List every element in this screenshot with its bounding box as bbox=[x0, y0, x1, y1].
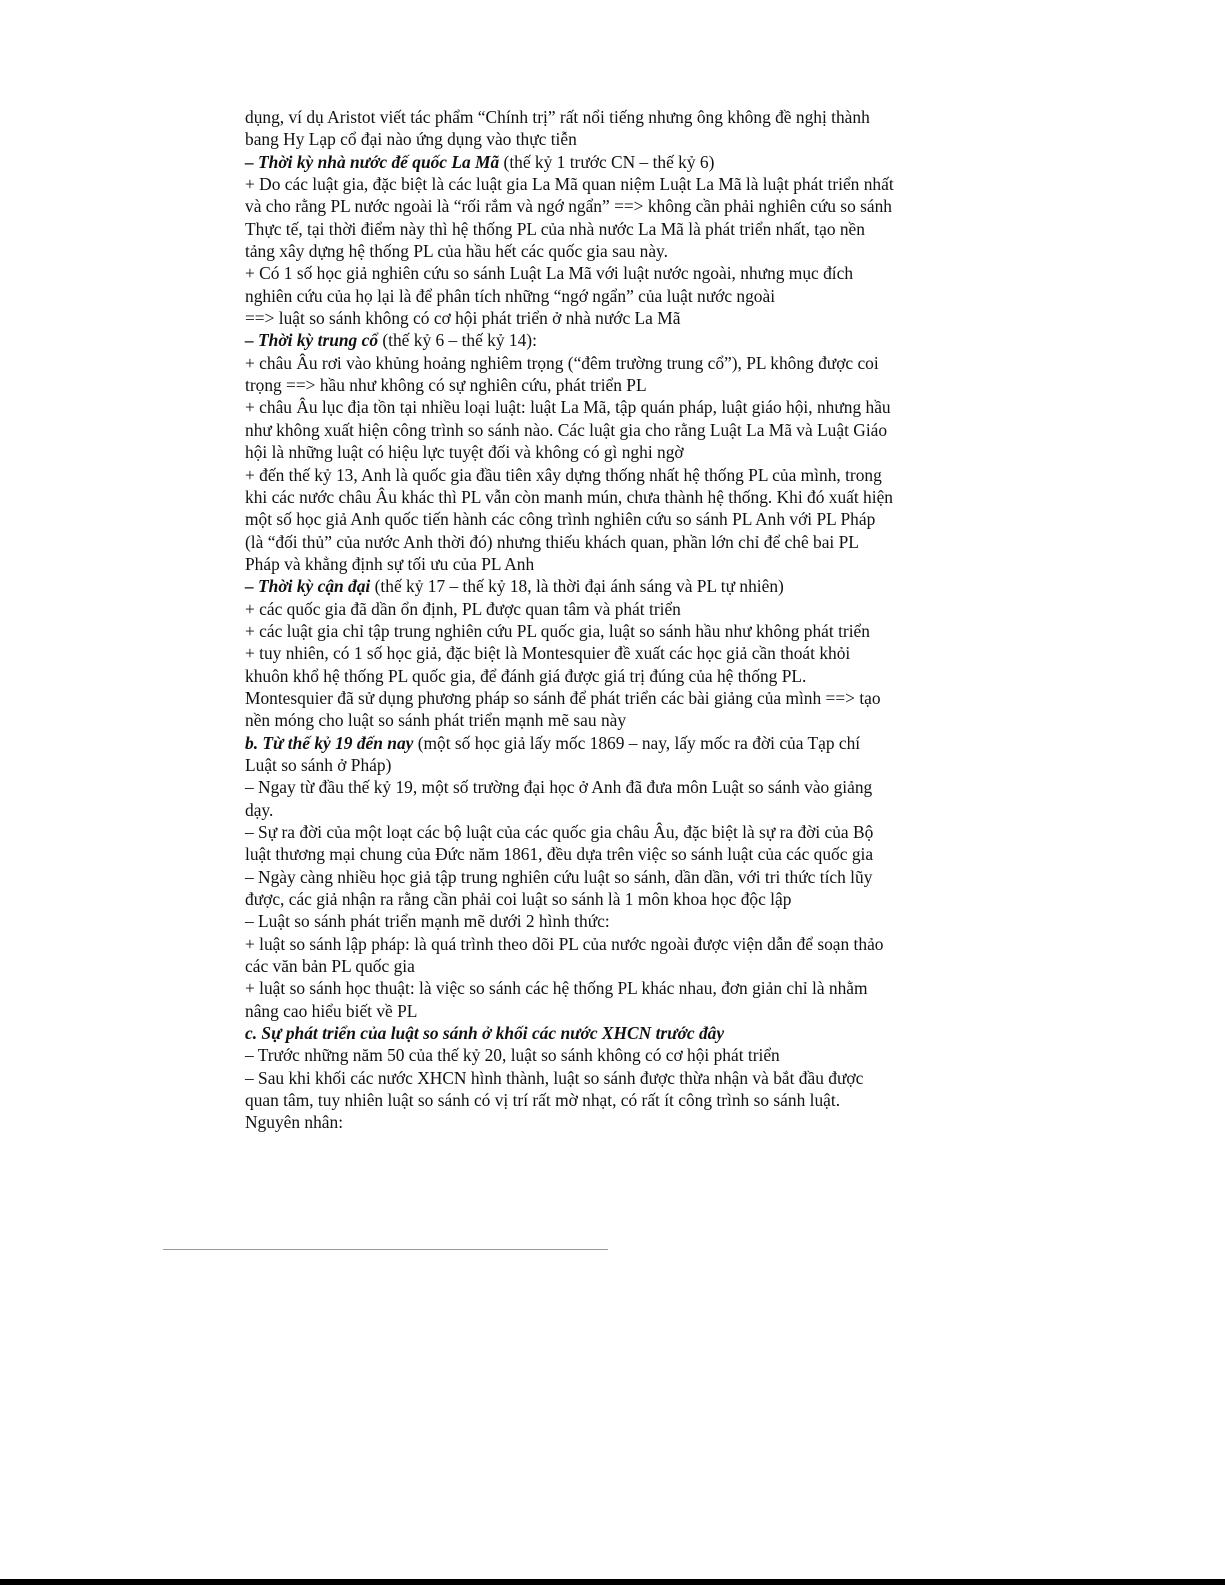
text-line bbox=[245, 776, 985, 798]
text-run: – Sau khi khối các nước XHCN hình thành, luật so sánh được thừa nhận và bắt đầu được bbox=[245, 1067, 864, 1088]
text-line bbox=[245, 419, 985, 441]
text-line bbox=[245, 732, 985, 754]
text-run: quan tâm, tuy nhiên luật so sánh có vị trí rất mờ nhạt, có rất ít công trình so sánh luật. bbox=[245, 1090, 841, 1111]
text-line bbox=[245, 821, 985, 843]
text-line bbox=[245, 910, 985, 932]
text-line bbox=[245, 508, 985, 530]
footnote-separator bbox=[163, 1249, 608, 1250]
text-run: các văn bản PL quốc gia bbox=[245, 956, 415, 977]
heading-run: – Thời kỳ trung cổ bbox=[245, 330, 379, 351]
text-run: dạy. bbox=[245, 799, 274, 820]
text-line bbox=[245, 441, 985, 463]
text-run: + châu Âu rơi vào khủng hoảng nghiêm trọng (“đêm trường trung cổ”), PL không được coi bbox=[245, 352, 879, 373]
text-run: – Ngày càng nhiều học giả tập trung nghiên cứu luật so sánh, dần dần, với tri thức tích lũy bbox=[245, 866, 873, 887]
text-run: ==> luật so sánh không có cơ hội phát triển ở nhà nước La Mã bbox=[245, 308, 681, 329]
text-line bbox=[245, 620, 985, 642]
text-line bbox=[245, 843, 985, 865]
text-run: – Luật so sánh phát triển mạnh mẽ dưới 2 hình thức: bbox=[245, 911, 610, 932]
text-line bbox=[245, 1111, 985, 1133]
text-run: (thế kỷ 17 – thế kỷ 18, là thời đại ánh sáng và PL tự nhiên) bbox=[370, 576, 784, 597]
text-line bbox=[245, 262, 985, 284]
text-run: + các luật gia chỉ tập trung nghiên cứu PL quốc gia, luật so sánh hầu như không phát triển bbox=[245, 620, 870, 641]
heading-run: – Thời kỳ cận đại bbox=[245, 576, 371, 597]
heading-run: – Thời kỳ nhà nước đế quốc La Mã bbox=[245, 151, 500, 172]
text-line bbox=[245, 799, 985, 821]
text-line bbox=[245, 531, 985, 553]
text-run: – Sự ra đời của một loạt các bộ luật của các quốc gia châu Âu, đặc biệt là sự ra đời của Bộ bbox=[245, 822, 874, 842]
text-run: một số học giả Anh quốc tiến hành các công trình nghiên cứu so sánh PL Anh với PL Pháp bbox=[245, 509, 876, 530]
text-run: + Do các luật gia, đặc biệt là các luật gia La Mã quan niệm Luật La Mã là luật phát triển nhất bbox=[245, 174, 894, 195]
text-line bbox=[245, 307, 985, 329]
text-run: trọng ==> hầu như không có sự nghiên cứu, phát triển PL bbox=[245, 375, 647, 396]
text-line bbox=[245, 1067, 985, 1089]
text-line bbox=[245, 866, 985, 888]
text-run: + các quốc gia đã dần ổn định, PL được quan tâm và phát triển bbox=[245, 598, 681, 619]
text-line bbox=[245, 128, 985, 150]
text-run: dụng, ví dụ Aristot viết tác phẩm “Chính trị” rất nổi tiếng nhưng ông không đề nghị thành bbox=[245, 107, 870, 127]
text-run: như không xuất hiện công trình so sánh nào. Các luật gia cho rằng Luật La Mã và Luật Giáo bbox=[245, 419, 888, 440]
text-line bbox=[245, 329, 985, 351]
text-line bbox=[245, 665, 985, 687]
text-run: – Trước những năm 50 của thế kỷ 20, luật so sánh không có cơ hội phát triển bbox=[245, 1045, 780, 1066]
page-bottom-border bbox=[0, 1579, 1225, 1585]
text-run: Luật so sánh ở Pháp) bbox=[245, 754, 392, 775]
text-run: + tuy nhiên, có 1 số học giả, đặc biệt là Montesquier đề xuất các học giả cần thoát khỏi bbox=[245, 643, 851, 664]
text-run: (thế kỷ 6 – thế kỷ 14): bbox=[378, 330, 537, 351]
text-run: (một số học giả lấy mốc 1869 – nay, lấy mốc ra đời của Tạp chí bbox=[413, 732, 861, 753]
text-run: + đến thế kỷ 13, Anh là quốc gia đầu tiên xây dựng thống nhất hệ thống PL của mình, trong bbox=[245, 464, 882, 485]
heading-run: b. Từ thế kỷ 19 đến nay bbox=[245, 732, 414, 753]
text-line bbox=[245, 754, 985, 776]
text-line bbox=[245, 106, 985, 128]
text-line bbox=[245, 575, 985, 597]
text-run: nền móng cho luật so sánh phát triển mạnh mẽ sau này bbox=[245, 710, 627, 731]
text-run: khuôn khổ hệ thống PL quốc gia, để đánh giá được giá trị đúng của hệ thống PL. bbox=[245, 665, 807, 686]
text-run: Thực tế, tại thời điểm này thì hệ thống PL của nhà nước La Mã là phát triển nhất, tạo nền bbox=[245, 218, 865, 239]
text-line bbox=[245, 1000, 985, 1022]
text-run: – Ngay từ đầu thế kỷ 19, một số trường đại học ở Anh đã đưa môn Luật so sánh vào giảng bbox=[245, 777, 873, 798]
text-line bbox=[245, 977, 985, 999]
text-run: (là “đối thủ” của nước Anh thời đó) nhưng thiếu khách quan, phần lớn chỉ để chê bai PL bbox=[245, 531, 859, 552]
text-run: + Có 1 số học giả nghiên cứu so sánh Luật La Mã với luật nước ngoài, nhưng mục đích bbox=[245, 263, 854, 284]
text-line bbox=[245, 240, 985, 262]
text-line bbox=[245, 464, 985, 486]
text-line bbox=[245, 553, 985, 575]
text-line bbox=[245, 955, 985, 977]
text-line bbox=[245, 933, 985, 955]
text-run: và cho rằng PL nước ngoài là “rối rắm và ngớ ngẩn” ==> không cần phải nghiên cứu so sánh bbox=[245, 196, 892, 217]
text-line bbox=[245, 218, 985, 240]
text-line bbox=[245, 1022, 985, 1044]
text-run: hội là những luật có hiệu lực tuyệt đối và không có gì nghi ngờ bbox=[245, 442, 684, 463]
text-run: nghiên cứu của họ lại là để phân tích những “ngớ ngẩn” của luật nước ngoài bbox=[245, 285, 776, 306]
text-line bbox=[245, 1089, 985, 1111]
heading-run: c. Sự phát triển của luật so sánh ở khối các nước XHCN trước đây bbox=[245, 1023, 725, 1044]
text-line bbox=[245, 173, 985, 195]
text-run: Montesquier đã sử dụng phương pháp so sánh để phát triển các bài giảng của mình ==> tạo bbox=[245, 687, 881, 708]
text-run: luật thương mại chung của Đức năm 1861, đều dựa trên việc so sánh luật của các quốc gia bbox=[245, 844, 874, 865]
text-line bbox=[245, 1044, 985, 1066]
text-line bbox=[245, 396, 985, 418]
text-run: + luật so sánh lập pháp: là quá trình theo dõi PL của nước ngoài được viện dẫn để soạn thảo bbox=[245, 933, 884, 954]
text-run: được, các giả nhận ra rằng cần phải coi luật so sánh là 1 môn khoa học độc lập bbox=[245, 889, 792, 910]
document-body bbox=[245, 106, 985, 1134]
text-run: khi các nước châu Âu khác thì PL vẫn còn manh mún, chưa thành hệ thống. Khi đó xuất hiện bbox=[245, 486, 893, 507]
text-run: Nguyên nhân: bbox=[245, 1112, 344, 1133]
text-line bbox=[245, 374, 985, 396]
text-line bbox=[245, 687, 985, 709]
text-line bbox=[245, 642, 985, 664]
text-line bbox=[245, 888, 985, 910]
text-line bbox=[245, 285, 985, 307]
text-line bbox=[245, 486, 985, 508]
text-run: nâng cao hiểu biết về PL bbox=[245, 1000, 418, 1021]
text-line bbox=[245, 151, 985, 173]
text-run: Pháp và khẳng định sự tối ưu của PL Anh bbox=[245, 553, 535, 574]
text-line bbox=[245, 709, 985, 731]
text-run: (thế kỷ 1 trước CN – thế kỷ 6) bbox=[499, 151, 715, 172]
text-run: + luật so sánh học thuật: là việc so sánh các hệ thống PL khác nhau, đơn giản chỉ là nhằm bbox=[245, 978, 868, 999]
text-run: bang Hy Lạp cổ đại nào ứng dụng vào thực tiễn bbox=[245, 129, 577, 150]
text-line bbox=[245, 352, 985, 374]
text-run: tảng xây dựng hệ thống PL của hầu hết các quốc gia sau này. bbox=[245, 241, 668, 262]
text-line bbox=[245, 598, 985, 620]
text-run: + châu Âu lục địa tồn tại nhiều loại luật: luật La Mã, tập quán pháp, luật giáo hội, nhưng hầu bbox=[245, 397, 891, 418]
text-line bbox=[245, 195, 985, 217]
